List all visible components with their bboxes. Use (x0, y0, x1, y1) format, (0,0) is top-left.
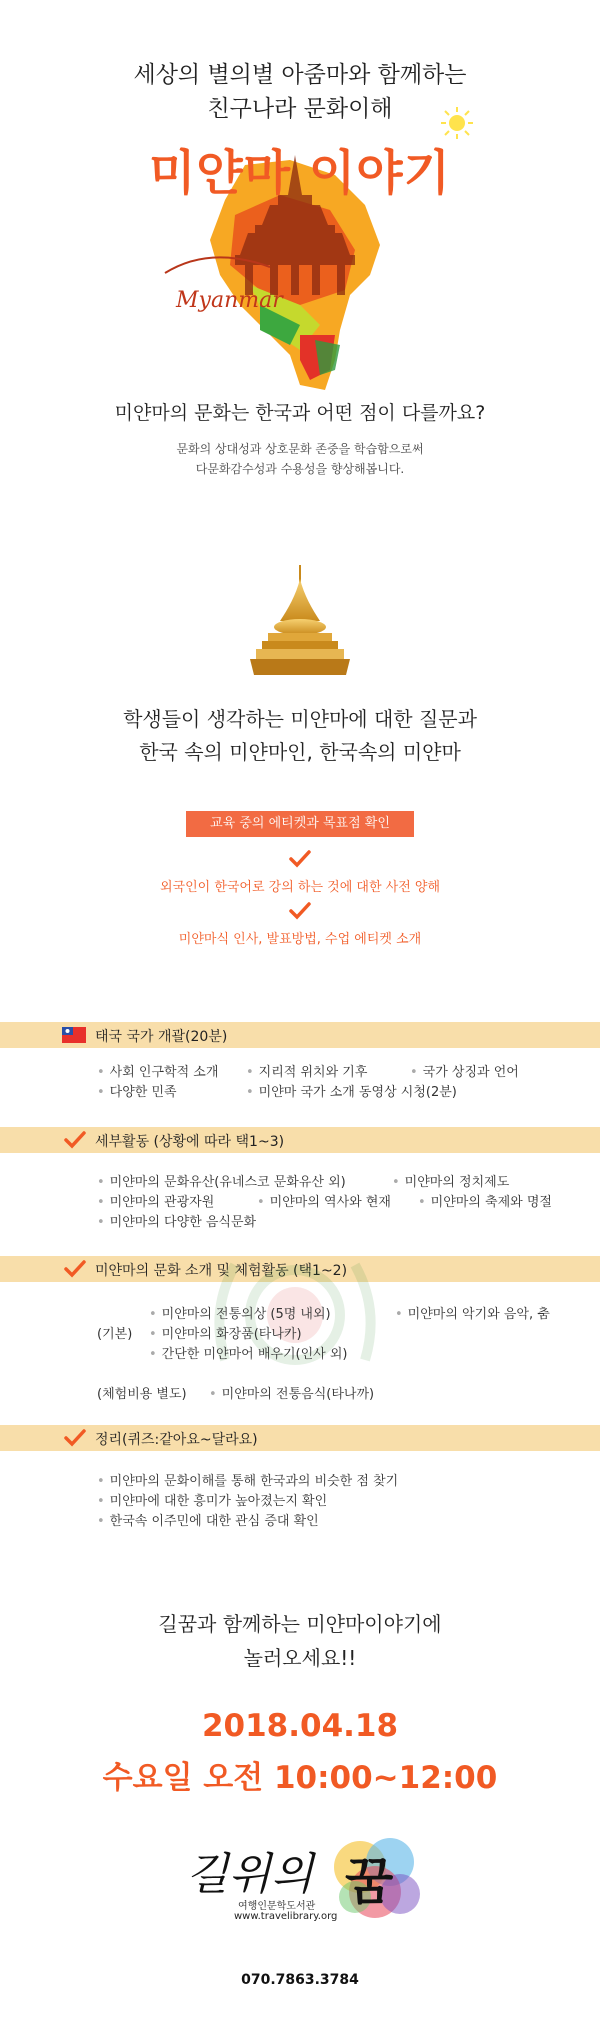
list-item: • 미얀마의 전통의상 (5명 내외) (149, 1303, 331, 1322)
list-item: • 미얀마에 대한 흥미가 높아졌는지 확인 (97, 1490, 327, 1509)
extra-cost-label: (체험비용 별도) (97, 1387, 187, 1402)
students-line2: 한국 속의 미얀마인, 한국속의 미얀마 (139, 740, 461, 764)
logo-dream: 꿈 (345, 1852, 394, 1911)
list-item: • 미얀마의 다양한 음식문화 (97, 1211, 256, 1230)
list-item: • 미얀마의 전통음식(타나까) (209, 1383, 374, 1402)
check-icon (289, 850, 311, 868)
list-item: • 한국속 이주민에 대한 관심 증대 확인 (97, 1510, 319, 1529)
event-date: 2018.04.18 (201, 1708, 399, 1744)
intro-desc2: 다문화감수성과 수용성을 향상해봅니다. (195, 462, 405, 476)
check-item-2: 미얀마식 인사, 발표방법, 수업 에티켓 소개 (178, 932, 422, 947)
header-line2: 친구나라 문화이해 (207, 96, 393, 122)
closing-line1: 길꿈과 함께하는 미얀마이야기에 (158, 1612, 442, 1636)
list-item: • 미얀마의 정치제도 (392, 1171, 509, 1190)
section-3-title: 미얀마의 문화 소개 및 체험활동 (택1~2) (95, 1263, 348, 1279)
check-icon (289, 902, 311, 920)
list-item: • 미얀마의 문화이해를 통해 한국과의 비슷한 점 찾기 (97, 1470, 398, 1489)
section-2-header (0, 1127, 600, 1153)
section-4-header (0, 1425, 600, 1451)
list-item: • 간단한 미얀마어 배우기(인사 외) (149, 1343, 347, 1362)
list-item: • 미얀마의 악기와 음악, 춤 (395, 1303, 550, 1322)
logo-hand-text: 길위의 (186, 1849, 314, 1900)
basic-label: (기본) (97, 1327, 133, 1342)
check-icon (64, 1429, 86, 1447)
check-item-1: 외국인이 한국어로 강의 하는 것에 대한 사전 양해 (159, 880, 441, 895)
map-script-label: Myanmar (176, 288, 283, 313)
closing-line2: 놀러오세요!! (243, 1646, 357, 1670)
contact-phone: 070.7863.3784 (241, 1972, 359, 1988)
list-item: • 미얀마 국가 소개 동영상 시청(2분) (246, 1081, 457, 1100)
event-time: 수요일 오전 10:00~12:00 (102, 1760, 498, 1796)
intro-question: 미얀마의 문화는 한국과 어떤 점이 다를까요? (114, 402, 486, 424)
logo-org-name: 여행인문학도서관 (238, 1901, 316, 1912)
list-item: • 미얀마의 화장품(타나카) (149, 1323, 302, 1342)
list-item: • 미얀마의 관광자원 (97, 1191, 214, 1210)
section-1-header (0, 1022, 600, 1048)
list-item: • 지리적 위치와 기후 (246, 1061, 367, 1080)
list-item: • 미얀마의 역사와 현재 (257, 1191, 391, 1210)
section-1-title: 태국 국가 개괄(20분) (95, 1029, 228, 1045)
check-icon (64, 1260, 86, 1278)
list-item: • 다양한 민족 (97, 1081, 177, 1100)
check-icon (64, 1131, 86, 1149)
list-item: • 미얀마의 문화유산(유네스코 문화유산 외) (97, 1171, 346, 1190)
list-item: • 미얀마의 축제와 명절 (418, 1191, 552, 1210)
students-line1: 학생들이 생각하는 미얀마에 대한 질문과 (123, 707, 477, 731)
list-item: • 국가 상징과 언어 (410, 1061, 519, 1080)
intro-desc1: 문화의 상대성과 상호문화 존중을 학습함으로써 (176, 442, 424, 456)
header-title: 미얀마 이야기 (149, 145, 451, 201)
header-line1: 세상의 별의별 아줌마와 함께하는 (133, 62, 467, 88)
flag-icon (62, 1027, 86, 1043)
etiquette-badge: 교육 중의 에티켓과 목표점 확인 (186, 811, 414, 837)
section-2-title: 세부활동 (상황에 따라 택1~3) (95, 1134, 285, 1150)
section-4-title: 정리(퀴즈:같아요~달라요) (95, 1432, 258, 1448)
pagoda-icon (250, 565, 350, 680)
logo-url: www.travelibrary.org (234, 1911, 338, 1922)
list-item: • 사회 인구학적 소개 (97, 1061, 218, 1080)
